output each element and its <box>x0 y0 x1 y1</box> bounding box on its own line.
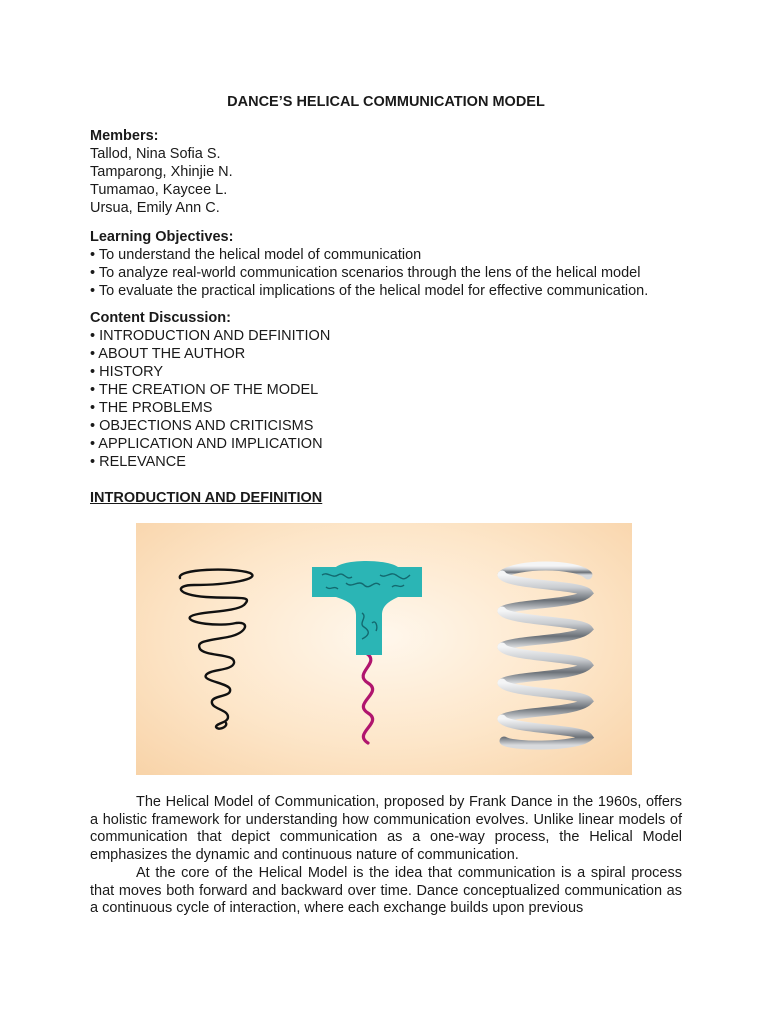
metal-spring-icon <box>502 566 588 745</box>
content-item: • HISTORY <box>90 364 164 380</box>
objective-item: • To evaluate the practical implications of the helical model for effective communication. <box>90 283 649 299</box>
content-item: • INTRODUCTION AND DEFINITION <box>90 328 331 344</box>
objectives-section <box>90 228 682 300</box>
intro-paragraph-1: The Helical Model of Communication, proposed by Frank Dance in the 1960s, offers a holistic framework for understanding how communication evolves. Unlike linear models of communication that depict communication as a one-way process, the Helical Model emphasizes the dynamic and continuous nature of communication. <box>90 794 682 864</box>
member-name: Tamparong, Xhinjie N. <box>90 164 233 180</box>
content-heading: Content Discussion: <box>90 310 231 326</box>
illustration-canvas <box>136 523 632 775</box>
objective-item: • To analyze real-world communication scenarios through the lens of the helical model <box>90 265 641 281</box>
content-item: • THE PROBLEMS <box>90 400 213 416</box>
objectives-heading: Learning Objectives: <box>90 229 234 245</box>
content-item: • OBJECTIONS AND CRITICISMS <box>90 418 314 434</box>
member-name: Tumamao, Kaycee L. <box>90 182 228 198</box>
spiral-scribble-icon <box>180 570 253 729</box>
content-section <box>90 309 682 471</box>
corkscrew-icon <box>312 561 422 743</box>
members-heading: Members: <box>90 128 159 144</box>
member-name: Ursua, Emily Ann C. <box>90 200 220 216</box>
member-name: Tallod, Nina Sofia S. <box>90 146 221 162</box>
document-title: DANCE’S HELICAL COMMUNICATION MODEL <box>227 94 545 110</box>
intro-section-heading-wrap <box>90 489 682 507</box>
content-item: • APPLICATION AND IMPLICATION <box>90 436 323 452</box>
content-item: • ABOUT THE AUTHOR <box>90 346 246 362</box>
intro-heading: INTRODUCTION AND DEFINITION <box>90 490 323 506</box>
members-section <box>90 127 682 217</box>
helix-illustration <box>136 523 632 775</box>
content-item: • THE CREATION OF THE MODEL <box>90 382 319 398</box>
objective-item: • To understand the helical model of communication <box>90 247 422 263</box>
intro-paragraph-2: At the core of the Helical Model is the idea that communication is a spiral process that moves both forward and backward over time. Dance conceptualized communication as a continuous cycle of interaction, where each exchange builds upon previous <box>90 865 682 917</box>
corkscrew-worm <box>363 653 372 743</box>
content-item: • RELEVANCE <box>90 454 186 470</box>
